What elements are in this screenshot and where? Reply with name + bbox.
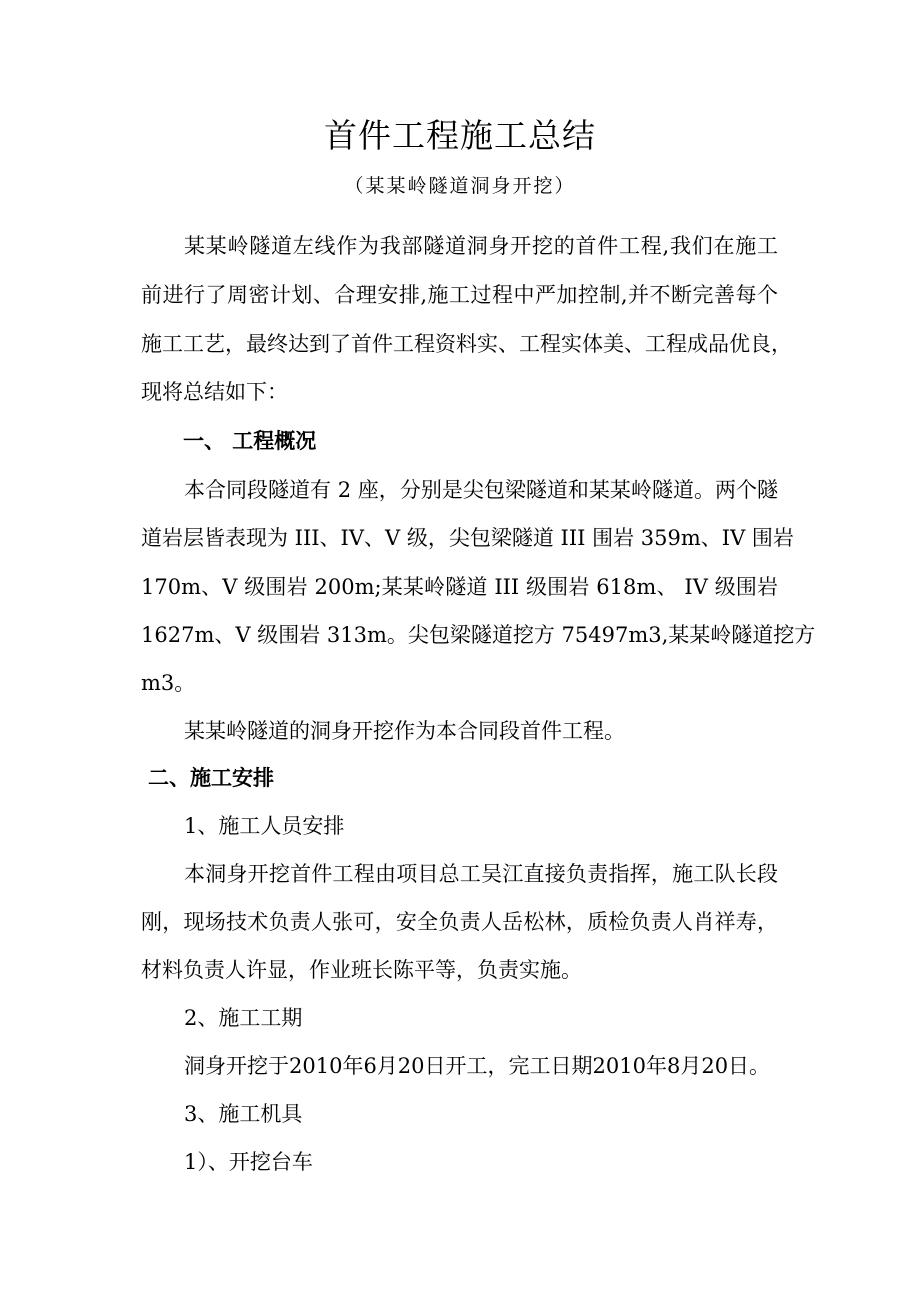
intro-line: 施工工艺，最终达到了首件工程资料实、工程实体美、工程成品优良，	[141, 332, 792, 356]
subsection-heading: 3、施工机具	[184, 1102, 303, 1126]
paragraph-line: 1627m、V 级围岩 313m。尖包梁隧道挖方 75497m3,某某岭隧道挖方	[141, 623, 816, 647]
section-heading: 二、施工安排	[148, 766, 274, 790]
section-heading: 一、 工程概况	[183, 429, 317, 453]
paragraph-line: 洞身开挖于2010年6月20日开工，完工日期2010年8月20日。	[184, 1054, 771, 1078]
document-subtitle: （某某岭隧道洞身开挖）	[344, 175, 576, 197]
intro-line: 某某岭隧道左线作为我部隧道洞身开挖的首件工程,我们在施工	[184, 234, 778, 258]
subsection-heading: 1、施工人员安排	[184, 814, 345, 838]
intro-line: 前进行了周密计划、合理安排,施工过程中严加控制,并不断完善每个	[141, 283, 778, 307]
paragraph-line: 道岩层皆表现为 III、IV、V 级，尖包梁隧道 III 围岩 359m、IV 围岩	[141, 526, 794, 550]
list-item: 1）、开挖台车	[184, 1150, 313, 1174]
document-title: 首件工程施工总结	[324, 116, 596, 155]
paragraph-line: 170m、V 级围岩 200m;某某岭隧道 III 级围岩 618m、 IV 级围岩	[141, 575, 778, 599]
paragraph-line: 本洞身开挖首件工程由项目总工吴江直接负责指挥，施工队长段	[184, 862, 778, 886]
paragraph-line: 材料负责人许显，作业班长陈平等，负责实施。	[141, 958, 582, 982]
paragraph-line: m3。	[141, 671, 196, 695]
paragraph-line: 本合同段隧道有 2 座，分别是尖包梁隧道和某某岭隧道。两个隧	[184, 478, 778, 502]
paragraph-line: 某某岭隧道的洞身开挖作为本合同段首件工程。	[184, 719, 625, 743]
intro-line: 现将总结如下：	[141, 380, 288, 404]
paragraph-line: 刚，现场技术负责人张可，安全负责人岳松林，质检负责人肖祥寿，	[141, 910, 778, 934]
subsection-heading: 2、施工工期	[184, 1006, 303, 1030]
